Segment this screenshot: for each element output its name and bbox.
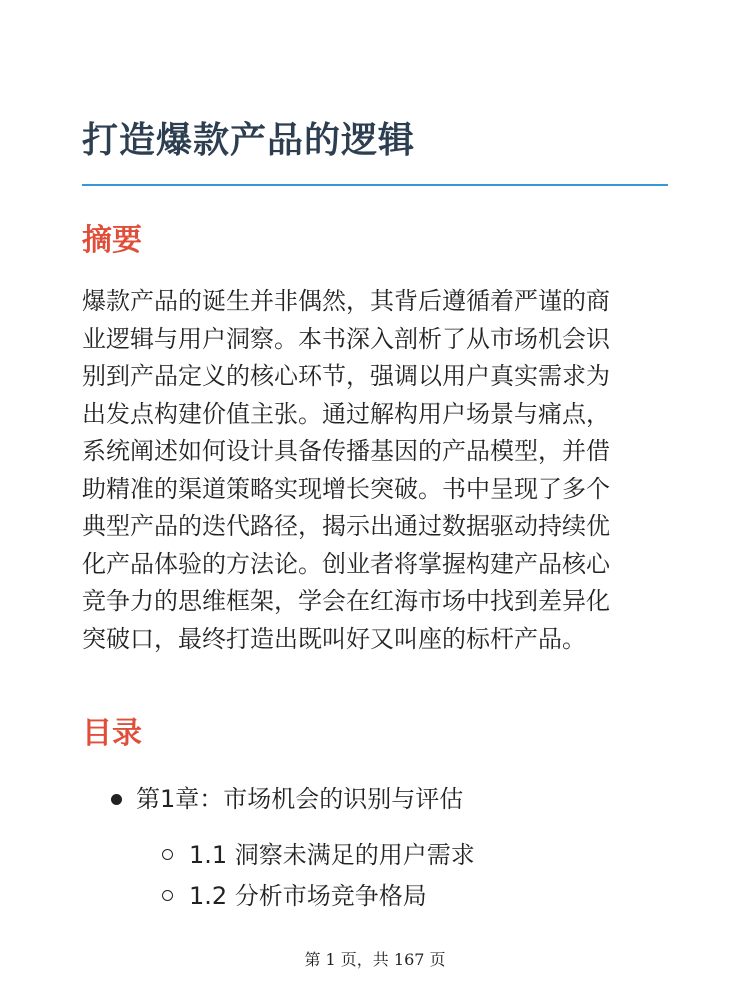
abstract-heading: 摘要 [82,223,142,258]
circle-bullet-icon [162,849,173,860]
abstract-line: 助精准的渠道策略实现增长突破。书中呈现了多个 [82,474,610,503]
abstract-line: 出发点构建价值主张。通过解构用户场景与痛点， [82,399,610,428]
document-title: 打造爆款产品的逻辑 [82,120,416,161]
abstract-line: 典型产品的迭代路径，揭示出通过数据驱动持续优 [82,512,610,540]
toc-heading: 目录 [82,716,142,751]
toc-section-1-2: 1.2 分析市场竞争格局 [189,882,427,910]
disc-bullet-icon [111,794,122,805]
abstract-paragraph [82,283,682,658]
circle-bullet-icon [162,890,173,901]
abstract-line: 竞争力的思维框架，学会在红海市场中找到差异化 [82,587,610,615]
page-number-footer: 第 1 页，共 167 页 [304,950,446,969]
toc-section-1-1: 1.1 洞察未满足的用户需求 [189,841,475,869]
abstract-line: 化产品体验的方法论。创业者将掌握构建产品核心 [82,549,610,578]
toc-chapter-1: 第1章：市场机会的识别与评估 [136,785,464,813]
abstract-line: 业逻辑与用户洞察。本书深入剖析了从市场机会识 [82,324,610,353]
abstract-line: 系统阐述如何设计具备传播基因的产品模型，并借 [82,437,610,465]
abstract-line: 别到产品定义的核心环节，强调以用户真实需求为 [82,362,610,390]
abstract-line: 爆款产品的诞生并非偶然，其背后遵循着严谨的商 [82,287,610,315]
title-divider [82,184,668,186]
abstract-line: 突破口，最终打造出既叫好又叫座的标杆产品。 [82,624,586,653]
